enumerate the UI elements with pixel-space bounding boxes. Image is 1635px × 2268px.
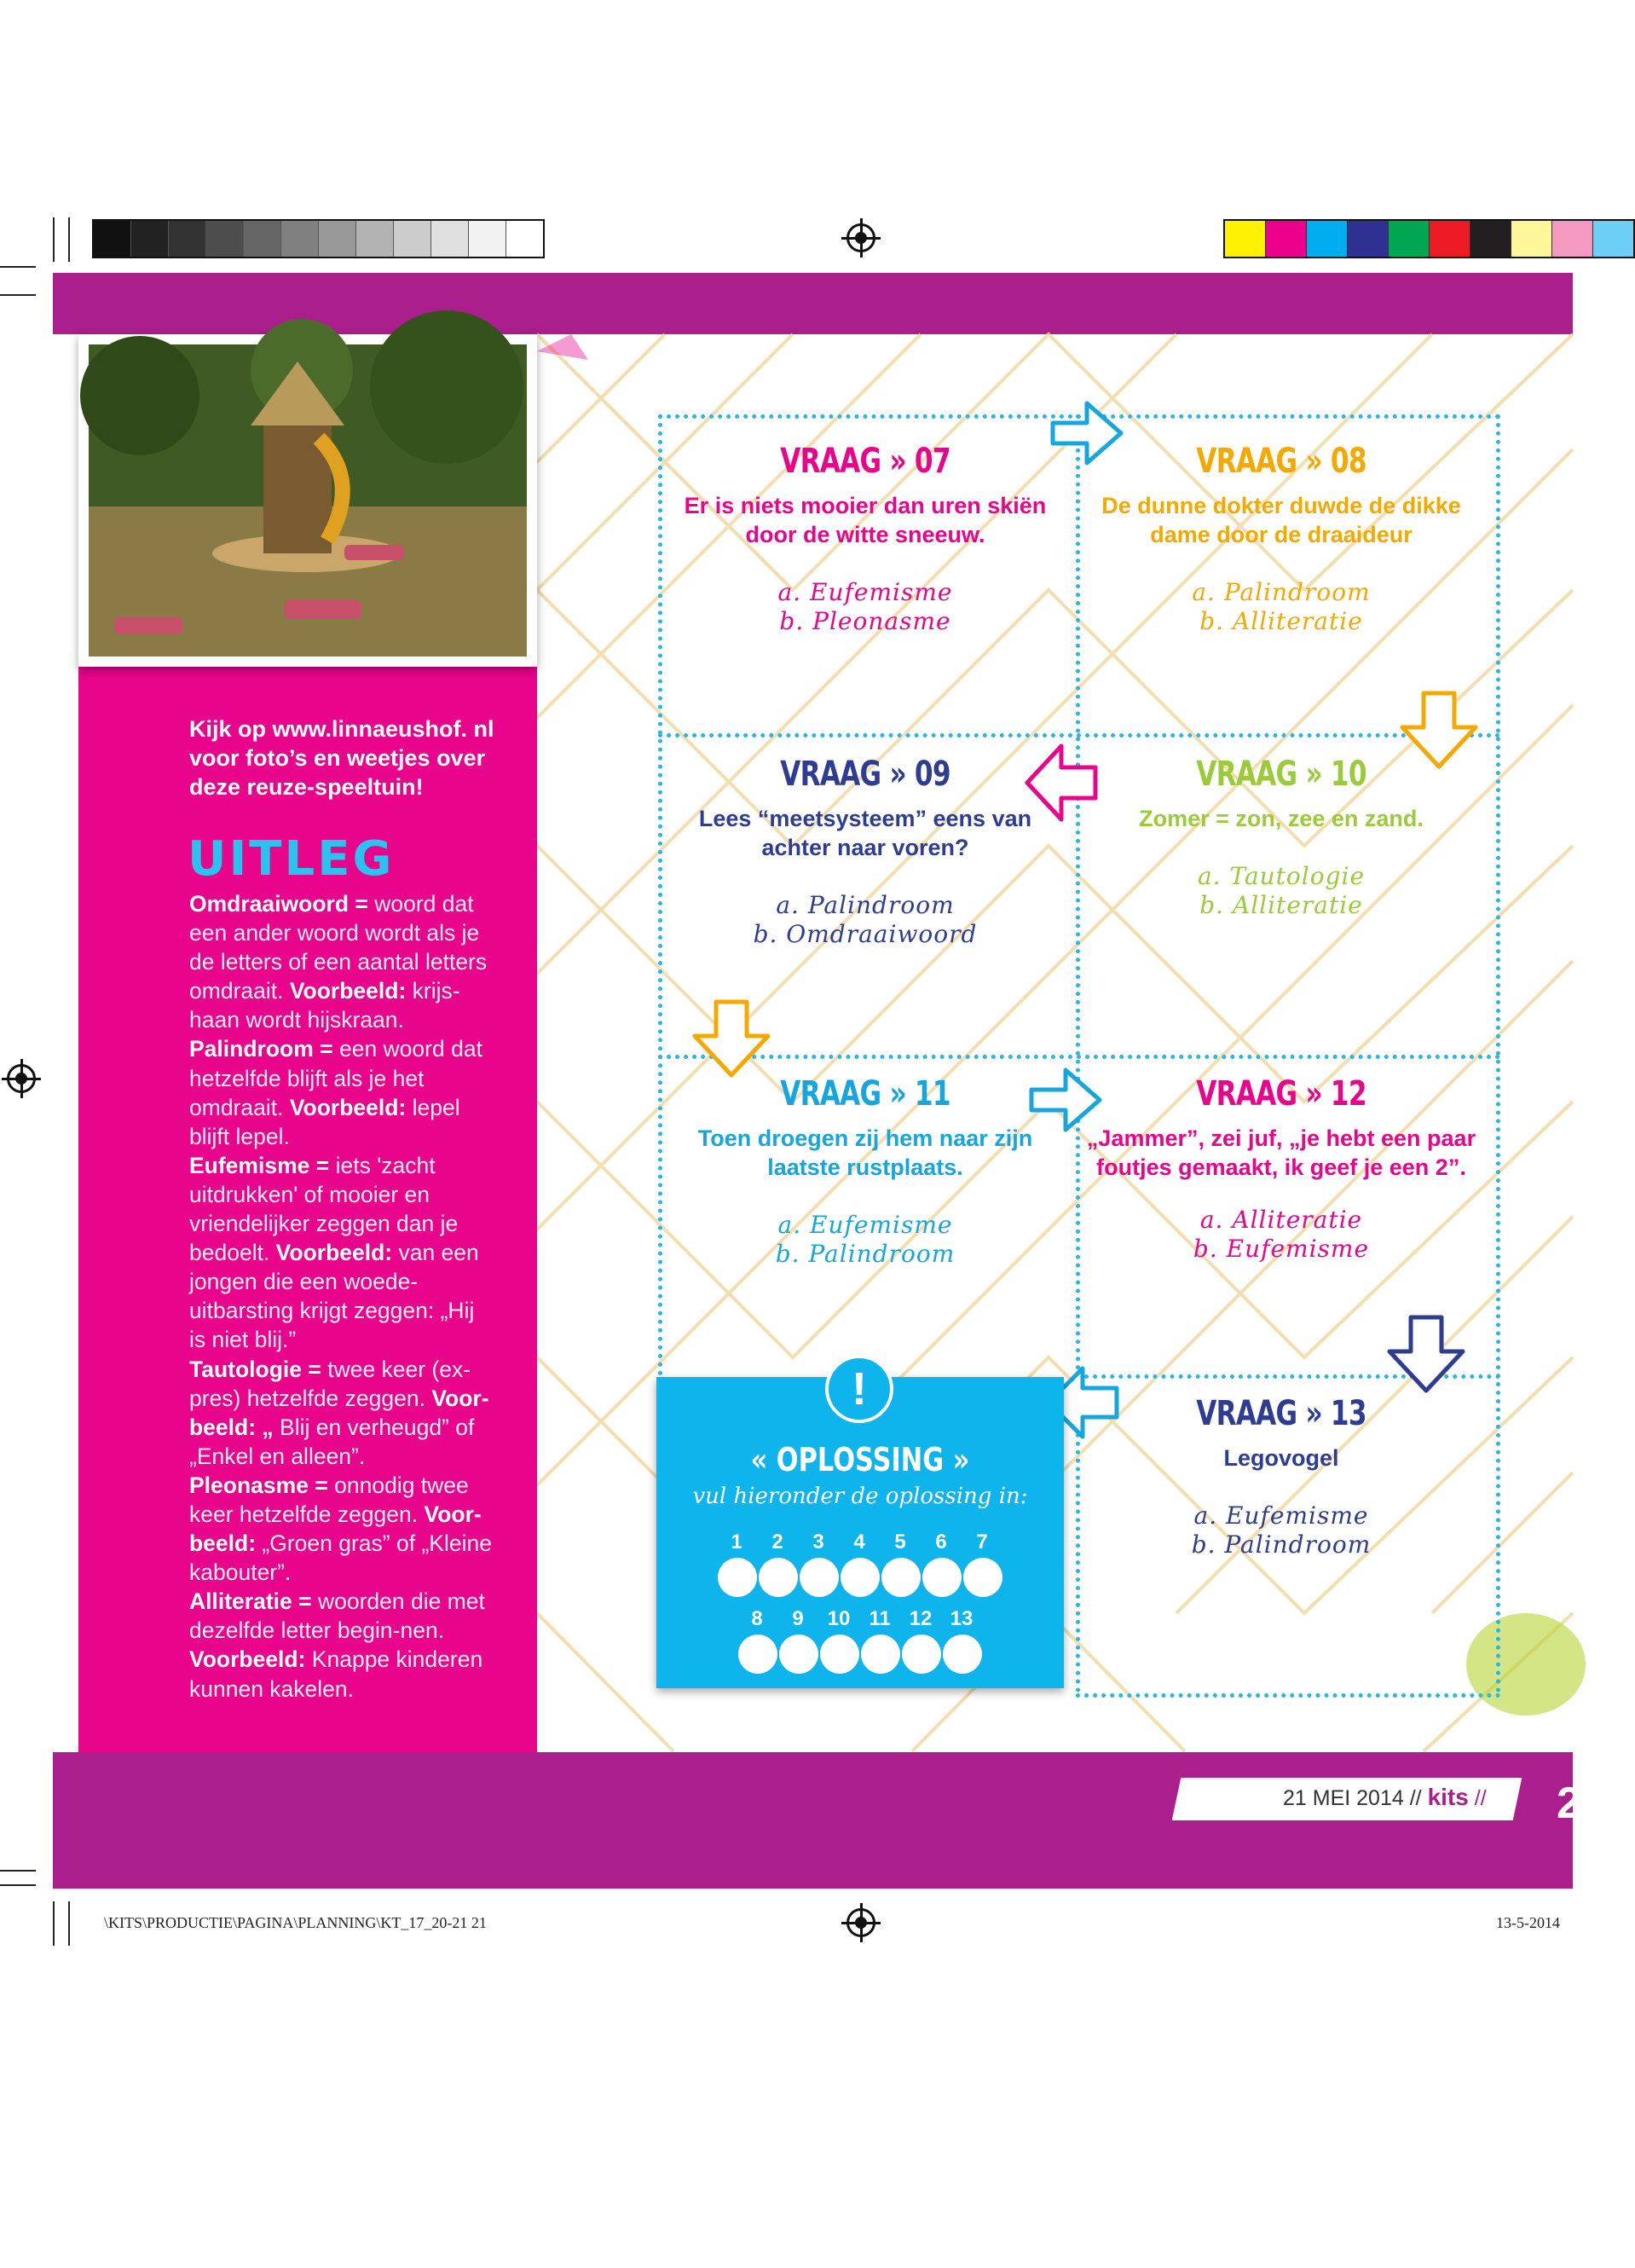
answer-options: [665, 1211, 1066, 1269]
solution-number: 3: [812, 1530, 824, 1553]
question-heading: VRAAG » 12: [1196, 1074, 1366, 1114]
question-08: [1081, 442, 1482, 636]
solution-number: 8: [751, 1607, 763, 1630]
uitleg-example: Blij en verheugd” of „Enkel en alleen”.: [189, 1414, 475, 1469]
question-text: Legovogel: [1223, 1445, 1339, 1471]
solution-numbers-row-2: [737, 1607, 982, 1631]
uitleg-example: Knappe kinderen kunnen kakelen.: [189, 1646, 483, 1702]
crop-mark: [53, 217, 55, 262]
solution-number: 1: [731, 1530, 742, 1553]
question-heading: VRAAG » 10: [1196, 755, 1366, 794]
footer-band: [53, 1752, 1573, 1889]
option-b[interactable]: b. Pleonasme: [779, 607, 951, 635]
option-b[interactable]: b. Palindroom: [775, 1240, 956, 1268]
uitleg-body: [189, 889, 496, 1704]
arrow-down-icon: [1398, 689, 1480, 771]
grid-line: [1496, 414, 1500, 1693]
uitleg-example-label: Voorbeeld:: [275, 1240, 393, 1266]
crop-mark: [68, 1901, 70, 1946]
solution-number: 11: [869, 1607, 891, 1630]
uitleg-example-label: Voorbeeld:: [289, 1094, 407, 1120]
page-number: 2: [1557, 1779, 1581, 1828]
slug-right: 13-5-2014: [1496, 1914, 1560, 1931]
uitleg-term: Omdraaiwoord =: [189, 891, 368, 917]
uitleg-example: krijs-haan wordt hijskraan.: [189, 978, 460, 1033]
uitleg-entry: [189, 889, 496, 1034]
crop-mark: [53, 1901, 55, 1946]
registration-mark: [846, 1908, 875, 1937]
uitleg-example: lepel blijft lepel.: [189, 1094, 460, 1149]
question-09: [665, 755, 1066, 949]
uitleg-entry: [189, 1471, 496, 1587]
option-a[interactable]: a. Palindroom: [776, 891, 955, 919]
solution-number: 6: [935, 1530, 947, 1553]
option-a[interactable]: a. Eufemisme: [777, 578, 953, 606]
footer-brand: kits: [1427, 1784, 1469, 1810]
question-11: [665, 1074, 1066, 1269]
answer-options: [665, 891, 1066, 949]
grid-line: [1076, 414, 1080, 1693]
uitleg-example-label: Voor-beeld: „: [189, 1385, 489, 1440]
uitleg-term: Eufemisme =: [189, 1152, 330, 1178]
intro-text: Kijk op www.linnaeushof. nl voor foto’s en weetjes over deze reuze-speeltuin!: [189, 716, 494, 800]
question-12: [1081, 1074, 1482, 1264]
uitleg-desc: iets 'zacht uitdrukken' of mooier en vriendelijker zeggen dan je bedoelt.: [189, 1152, 459, 1266]
solution-title: « OPLOSSING »: [750, 1441, 970, 1478]
arrow-down-icon: [1385, 1313, 1467, 1395]
option-a[interactable]: a. Palindroom: [1192, 578, 1371, 606]
option-b[interactable]: b. Alliteratie: [1199, 607, 1363, 635]
uitleg-example-label: Voorbeeld:: [189, 1646, 306, 1673]
solution-box: [656, 1363, 1064, 1688]
uitleg-desc: woord dat een ander woord wordt als je de letters of een aantal letters omdraait.: [189, 891, 488, 1004]
solution-answer-row-1: [718, 1558, 1004, 1597]
uitleg-desc: onnodig twee keer hetzelfde zeggen.: [189, 1472, 469, 1527]
answer-circle[interactable]: [963, 1558, 1002, 1597]
answer-options: [665, 578, 1066, 636]
question-heading: VRAAG » 08: [1196, 442, 1366, 481]
question-text: De dunne dokter duwde de dikke dame door de draaideur: [1101, 493, 1461, 547]
footer-separator: //: [1468, 1786, 1487, 1810]
answer-circle[interactable]: [881, 1558, 921, 1597]
answer-options: [1081, 1206, 1482, 1264]
uitleg-desc: woorden die met dezelfde letter begin-nen.: [189, 1588, 485, 1644]
uitleg-example-label: Voorbeeld:: [289, 978, 407, 1004]
solution-number: 7: [976, 1530, 988, 1553]
uitleg-entry: [189, 1034, 496, 1150]
solution-number: 9: [792, 1607, 804, 1630]
solution-subtitle: vul hieronder de oplossing in:: [692, 1484, 1028, 1509]
option-b[interactable]: b. Eufemisme: [1193, 1235, 1370, 1263]
question-text: Zomer = zon, zee en zand.: [1139, 806, 1424, 831]
photo-icon: [89, 344, 527, 657]
question-heading: VRAAG » 07: [780, 442, 950, 481]
color-bar: [1223, 219, 1635, 258]
grayscale-bar: [92, 219, 545, 258]
arrow-right-icon: [1049, 399, 1125, 467]
uitleg-term: Tautologie =: [189, 1356, 321, 1382]
answer-circle[interactable]: [718, 1558, 757, 1597]
question-text: Er is niets mooier dan uren skiën door de witte sneeuw.: [684, 493, 1047, 547]
solution-number: 2: [771, 1530, 783, 1553]
solution-number: 10: [827, 1607, 851, 1630]
question-text: Lees “meetsysteem” eens van achter naar voren?: [698, 806, 1032, 860]
question-text: Toen droegen zij hem naar zijn laatste rustplaats.: [697, 1125, 1033, 1180]
uitleg-desc: twee keer (ex-pres) hetzelfde zeggen.: [189, 1356, 471, 1411]
solution-numbers-row-1: [716, 1530, 1002, 1554]
uitleg-desc: een woord dat hetzelfde blijft als je het omdraait.: [189, 1036, 482, 1120]
arrow-left-icon: [1023, 742, 1100, 824]
grid-line: [1076, 1693, 1500, 1698]
uitleg-term: Pleonasme =: [189, 1472, 328, 1498]
crop-mark: [0, 1884, 36, 1886]
question-13: [1081, 1394, 1482, 1559]
answer-circle[interactable]: [779, 1634, 818, 1674]
crop-mark: [0, 1870, 36, 1872]
uitleg-example: „Groen gras” of „Kleine kabouter”.: [189, 1530, 492, 1586]
solution-answer-row-2: [738, 1634, 984, 1674]
option-b[interactable]: b. Omdraaiwoord: [753, 920, 978, 948]
uitleg-example-label: Voor-beeld:: [189, 1501, 482, 1557]
crop-mark: [0, 294, 36, 296]
uitleg-entry: [189, 1151, 496, 1355]
question-heading: VRAAG » 09: [780, 755, 950, 794]
arrow-down-icon: [690, 998, 772, 1079]
arrow-right-icon: [1027, 1066, 1104, 1134]
question-07: [665, 442, 1066, 636]
question-10: [1081, 755, 1482, 920]
option-a[interactable]: a. Tautologie: [1197, 862, 1366, 890]
option-b[interactable]: b. Alliteratie: [1199, 891, 1363, 919]
uitleg-example: van een jongen die een woede-uitbarsting krijgt zeggen: „Hij is niet blij.”: [189, 1240, 479, 1353]
answer-options: [1081, 1501, 1482, 1559]
grid-line: [658, 414, 662, 1376]
footer-date: 21 MEI 2014 //: [1283, 1786, 1422, 1810]
option-a[interactable]: a. Eufemisme: [777, 1211, 953, 1239]
uitleg-entry: [189, 1355, 496, 1471]
option-b[interactable]: b. Palindroom: [1191, 1530, 1372, 1559]
question-text: „Jammer”, zei juf, „je hebt een paar foutjes gemaakt, ik geef je een 2”.: [1086, 1125, 1476, 1180]
solution-number: 4: [853, 1530, 865, 1553]
answer-circle[interactable]: [922, 1558, 962, 1597]
answer-circle[interactable]: [841, 1558, 880, 1597]
footer-text: [1283, 1784, 1487, 1811]
answer-options: [1081, 862, 1482, 920]
answer-circle[interactable]: [820, 1634, 859, 1674]
crop-mark: [0, 266, 36, 268]
uitleg-term: Alliteratie =: [189, 1588, 312, 1615]
answer-circle[interactable]: [800, 1558, 839, 1597]
answer-circle[interactable]: [759, 1558, 798, 1597]
option-a[interactable]: a. Alliteratie: [1199, 1206, 1363, 1234]
uitleg-title: UITLEG: [188, 831, 395, 887]
question-heading: VRAAG » 13: [1196, 1394, 1366, 1433]
uitleg-term: Palindroom =: [189, 1036, 333, 1062]
answer-circle[interactable]: [738, 1634, 777, 1674]
slug-left: \KITS\PRODUCTIE\PAGINA\PLANNING\KT_17_20-21 21: [104, 1914, 487, 1931]
uitleg-entry: [189, 1587, 496, 1703]
answer-circle[interactable]: [943, 1634, 982, 1674]
solution-number: 13: [950, 1607, 973, 1630]
exclamation-icon: !: [825, 1355, 893, 1423]
registration-mark: [846, 223, 875, 252]
option-a[interactable]: a. Eufemisme: [1193, 1501, 1369, 1530]
playground-photo: [78, 334, 537, 667]
solution-number: 5: [894, 1530, 906, 1553]
crop-mark: [68, 217, 70, 262]
solution-number: 12: [909, 1607, 933, 1630]
registration-mark: [7, 1064, 36, 1093]
answer-circle[interactable]: [861, 1634, 900, 1674]
answer-options: [1081, 578, 1482, 636]
answer-circle[interactable]: [902, 1634, 941, 1674]
question-heading: VRAAG » 11: [780, 1074, 950, 1114]
